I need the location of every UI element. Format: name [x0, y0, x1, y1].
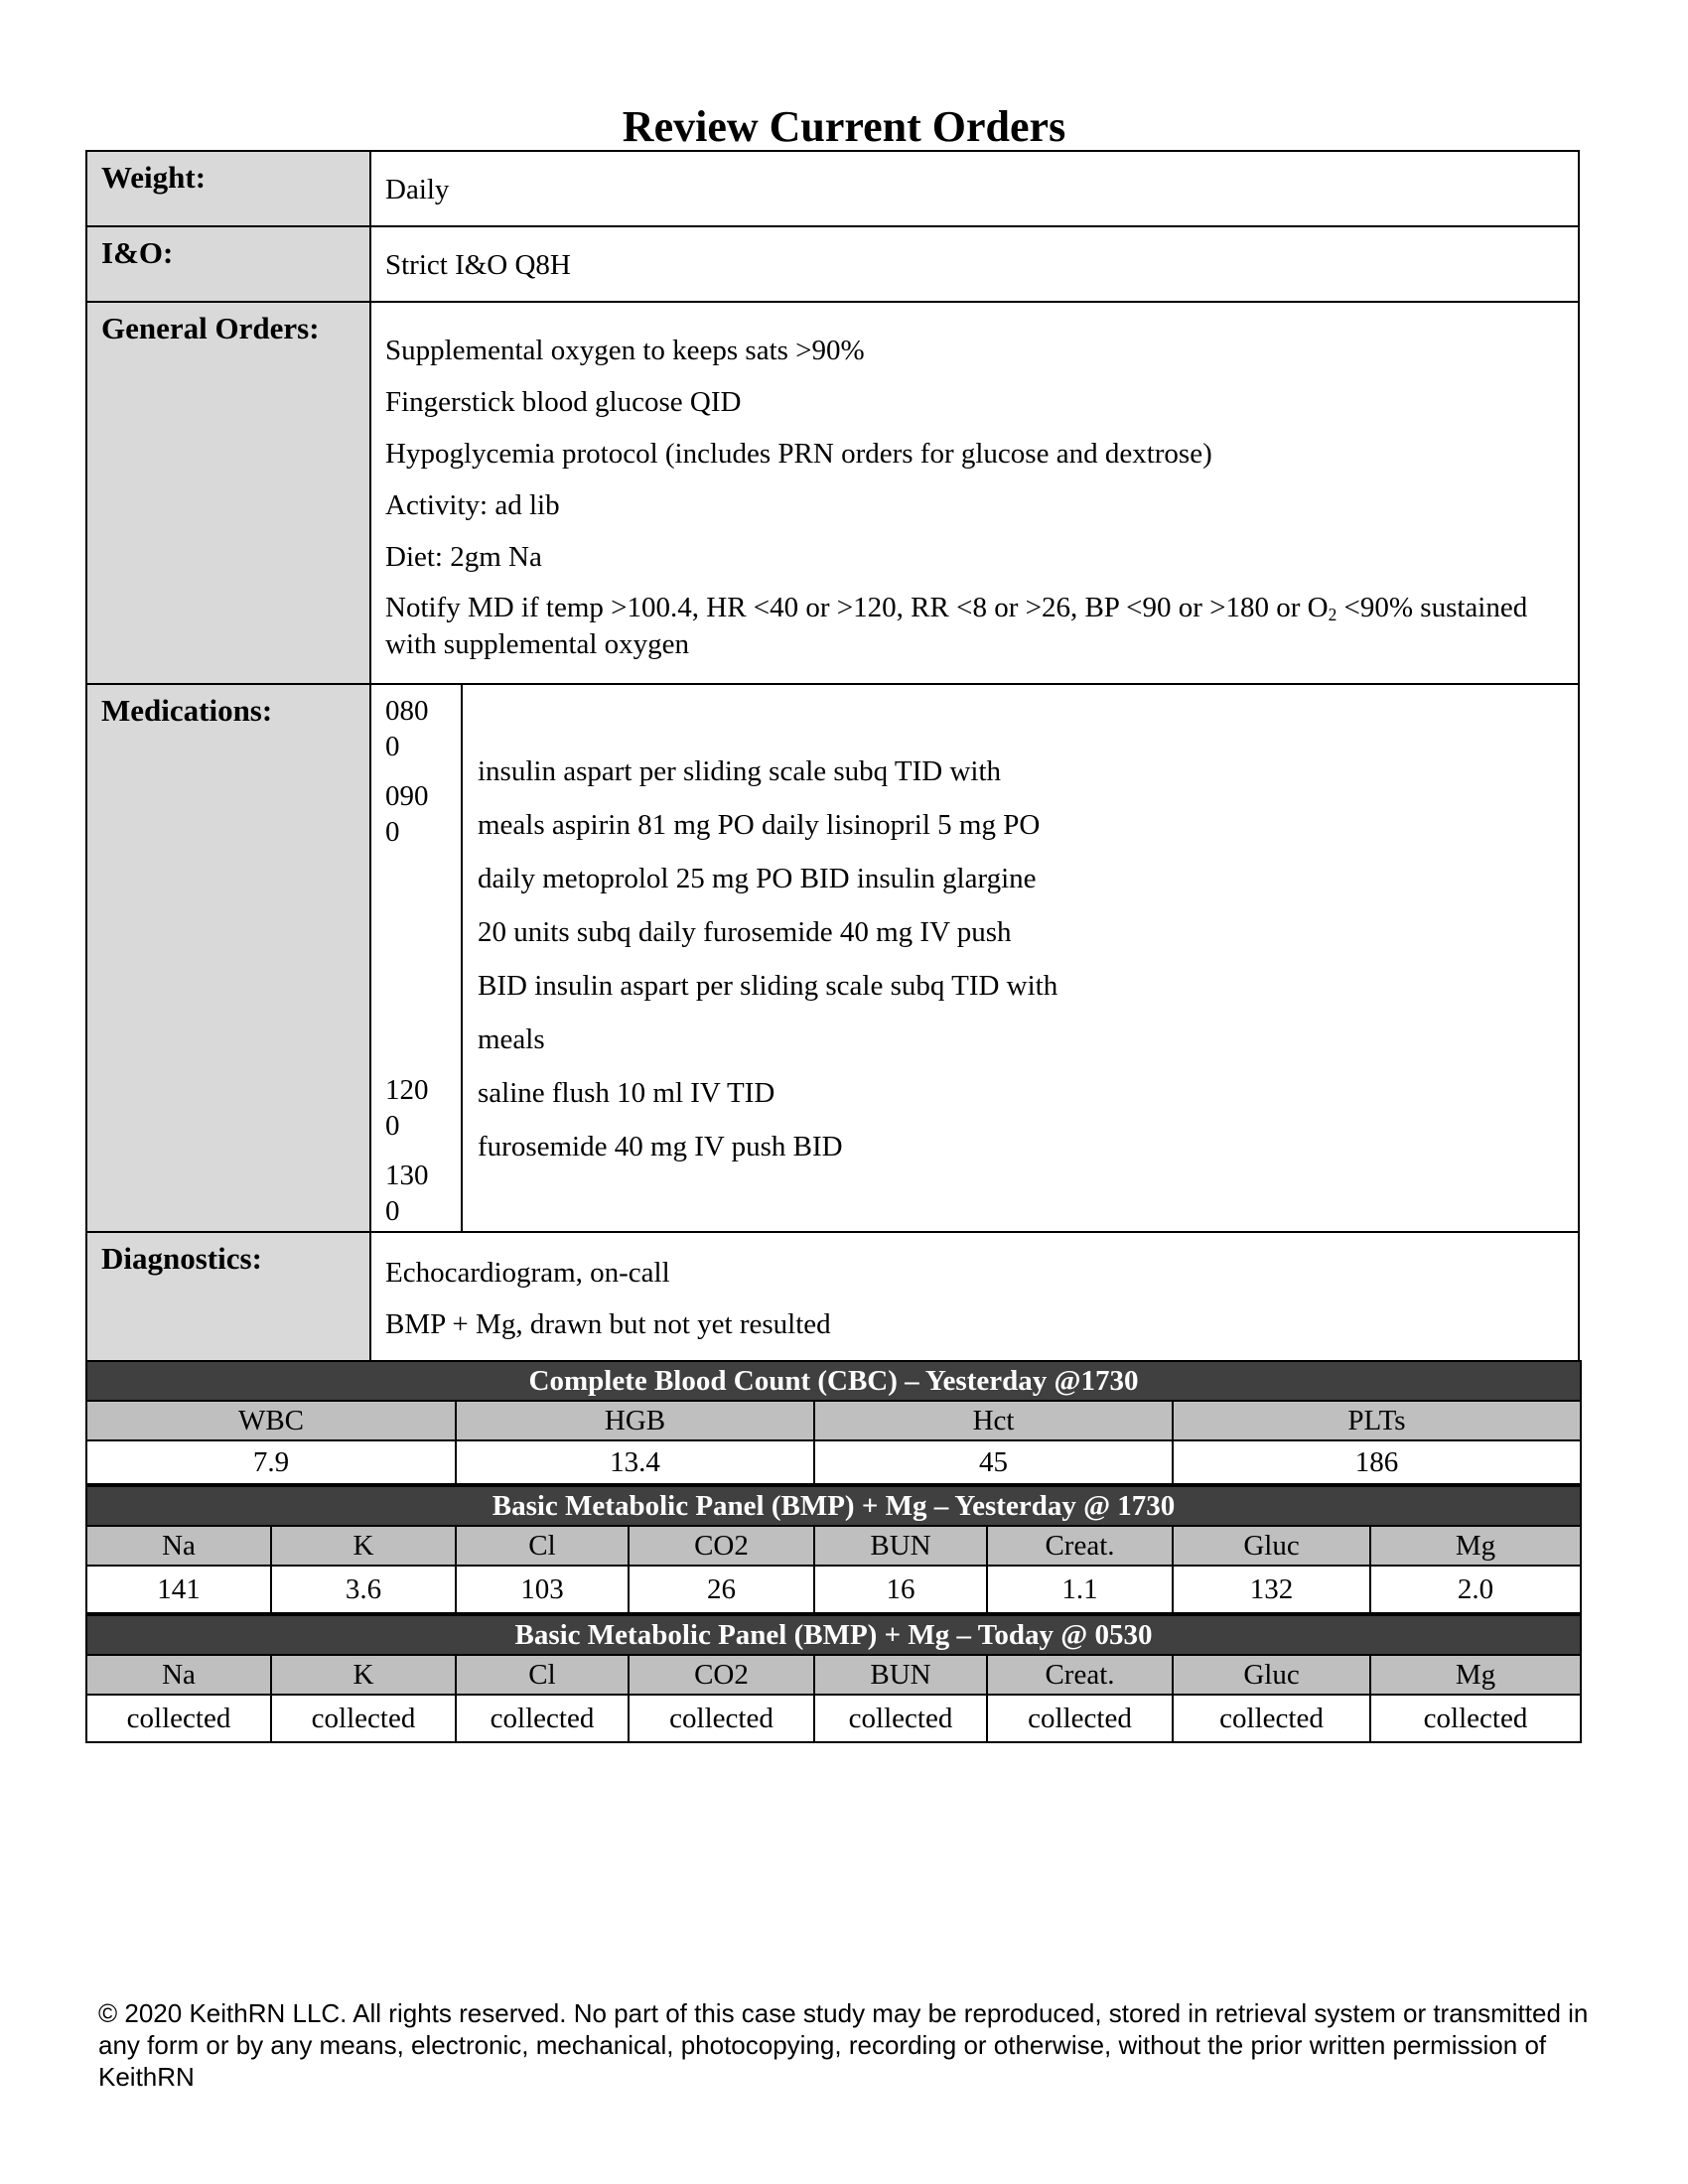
medication-item: meals aspirin 81 mg PO daily lisinopril 5 mg PO	[478, 809, 1041, 841]
bmp-yesterday-table	[85, 1485, 1582, 1614]
general-order-item: Fingerstick blood glucose QID	[385, 386, 742, 418]
medication-item: 20 units subq daily furosemide 40 mg IV push	[478, 916, 1012, 948]
copyright-footer: © 2020 KeithRN LLC. All rights reserved. No part of this case study may be reproduced, stored in retrieval system or transmitted in any form or by any means, electronic, mechanical, photocopying, recording or otherwise, without the prior written permission of KeithRN	[98, 1998, 1589, 2092]
cbc-header: WBC	[86, 1401, 456, 1440]
general-order-item: Hypoglycemia protocol (includes PRN orders for glucose and dextrose)	[385, 438, 1212, 470]
bmp-header: CO2	[629, 1655, 814, 1695]
med-time: 090	[385, 780, 429, 812]
diagnostics-row	[86, 1232, 1579, 1361]
med-time: 0	[385, 731, 400, 762]
cbc-header-row	[86, 1401, 1581, 1440]
bmp-today-title-row	[86, 1615, 1581, 1655]
bmp-value: 1.1	[987, 1566, 1173, 1613]
bmp-value: collected	[456, 1695, 629, 1742]
bmp-value: collected	[1370, 1695, 1581, 1742]
io-label: I&O:	[86, 226, 370, 302]
bmp-today-value-row	[86, 1695, 1581, 1742]
bmp-value: 132	[1173, 1566, 1370, 1613]
notify-text-end: <90% sustained with supplemental oxygen	[385, 592, 1528, 660]
medications-table	[371, 685, 1578, 1231]
bmp-value: 26	[629, 1566, 814, 1613]
diagnostics-label: Diagnostics:	[86, 1232, 370, 1361]
bmp-value: 16	[814, 1566, 987, 1613]
bmp-today-table	[85, 1614, 1582, 1743]
weight-row	[86, 151, 1579, 226]
weight-value: Daily	[370, 151, 1579, 226]
general-order-item: Diet: 2gm Na	[385, 541, 542, 573]
med-time: 0	[385, 1195, 400, 1227]
medication-item: furosemide 40 mg IV push BID	[478, 1131, 843, 1162]
medication-times	[371, 685, 462, 1231]
medication-item: BID insulin aspart per sliding scale subq TID with	[478, 970, 1058, 1002]
bmp-header: BUN	[814, 1526, 987, 1566]
bmp-header: Cl	[456, 1655, 629, 1695]
cbc-header: Hct	[814, 1401, 1173, 1440]
med-time: 120	[385, 1074, 429, 1106]
orders-table	[85, 150, 1580, 1362]
cbc-value: 186	[1173, 1440, 1581, 1484]
general-order-item: Activity: ad lib	[385, 489, 560, 521]
medication-item: insulin aspart per sliding scale subq TID with	[478, 755, 1002, 787]
bmp-today-title: Basic Metabolic Panel (BMP) + Mg – Today @ 0530	[86, 1615, 1581, 1655]
bmp-header: Gluc	[1173, 1526, 1370, 1566]
cbc-value: 13.4	[456, 1440, 814, 1484]
med-time: 080	[385, 695, 429, 727]
bmp-yesterday-title: Basic Metabolic Panel (BMP) + Mg – Yesterday @ 1730	[86, 1486, 1581, 1526]
bmp-header: CO2	[629, 1526, 814, 1566]
notify-md-order	[385, 591, 1578, 661]
med-time: 130	[385, 1160, 429, 1191]
cbc-header: PLTs	[1173, 1401, 1581, 1440]
bmp-header: Na	[86, 1526, 271, 1566]
bmp-value: collected	[629, 1695, 814, 1742]
cbc-value: 7.9	[86, 1440, 456, 1484]
med-time: 0	[385, 816, 400, 848]
weight-label: Weight:	[86, 151, 370, 226]
bmp-today-header-row	[86, 1655, 1581, 1695]
cbc-value-row	[86, 1440, 1581, 1484]
diagnostic-item: BMP + Mg, drawn but not yet resulted	[385, 1308, 831, 1340]
bmp-yesterday-value-row	[86, 1566, 1581, 1613]
cbc-title-row	[86, 1361, 1581, 1401]
io-value: Strict I&O Q8H	[370, 226, 1579, 302]
bmp-header: Creat.	[987, 1655, 1173, 1695]
cbc-title: Complete Blood Count (CBC) – Yesterday @1730	[86, 1361, 1581, 1401]
diagnostics-list	[370, 1232, 1579, 1361]
bmp-value: collected	[814, 1695, 987, 1742]
bmp-header: Cl	[456, 1526, 629, 1566]
general-orders-label: General Orders:	[86, 302, 370, 684]
medications-row	[86, 684, 1579, 1232]
medication-item: meals	[478, 1024, 545, 1055]
bmp-value: collected	[1173, 1695, 1370, 1742]
notify-text: Notify MD if temp >100.4, HR <40 or >120, RR <8 or >26, BP <90 or >180 or O	[385, 592, 1329, 623]
bmp-header: Gluc	[1173, 1655, 1370, 1695]
bmp-value: 103	[456, 1566, 629, 1613]
bmp-yesterday-title-row	[86, 1486, 1581, 1526]
io-row	[86, 226, 1579, 302]
bmp-value: collected	[86, 1695, 271, 1742]
general-orders-list	[370, 302, 1579, 684]
medications-cell	[370, 684, 1579, 1232]
general-order-item: Supplemental oxygen to keeps sats >90%	[385, 335, 865, 366]
bmp-yesterday-header-row	[86, 1526, 1581, 1566]
bmp-value: 2.0	[1370, 1566, 1581, 1613]
med-time: 0	[385, 1110, 400, 1142]
bmp-value: 141	[86, 1566, 271, 1613]
bmp-header: BUN	[814, 1655, 987, 1695]
medications-label: Medications:	[86, 684, 370, 1232]
cbc-table	[85, 1360, 1582, 1485]
bmp-header: K	[271, 1655, 456, 1695]
general-orders-row	[86, 302, 1579, 684]
bmp-value: 3.6	[271, 1566, 456, 1613]
medication-list	[462, 685, 1578, 1231]
bmp-value: collected	[987, 1695, 1173, 1742]
notify-subscript: 2	[1328, 605, 1337, 624]
bmp-header: Creat.	[987, 1526, 1173, 1566]
diagnostic-item: Echocardiogram, on-call	[385, 1257, 670, 1289]
medication-item: daily metoprolol 25 mg PO BID insulin glargine	[478, 863, 1037, 894]
bmp-value: collected	[271, 1695, 456, 1742]
bmp-header: Na	[86, 1655, 271, 1695]
page-title: Review Current Orders	[622, 102, 1066, 151]
bmp-header: Mg	[1370, 1526, 1581, 1566]
bmp-header: K	[271, 1526, 456, 1566]
cbc-header: HGB	[456, 1401, 814, 1440]
bmp-header: Mg	[1370, 1655, 1581, 1695]
cbc-value: 45	[814, 1440, 1173, 1484]
medication-item: saline flush 10 ml IV TID	[478, 1077, 775, 1109]
